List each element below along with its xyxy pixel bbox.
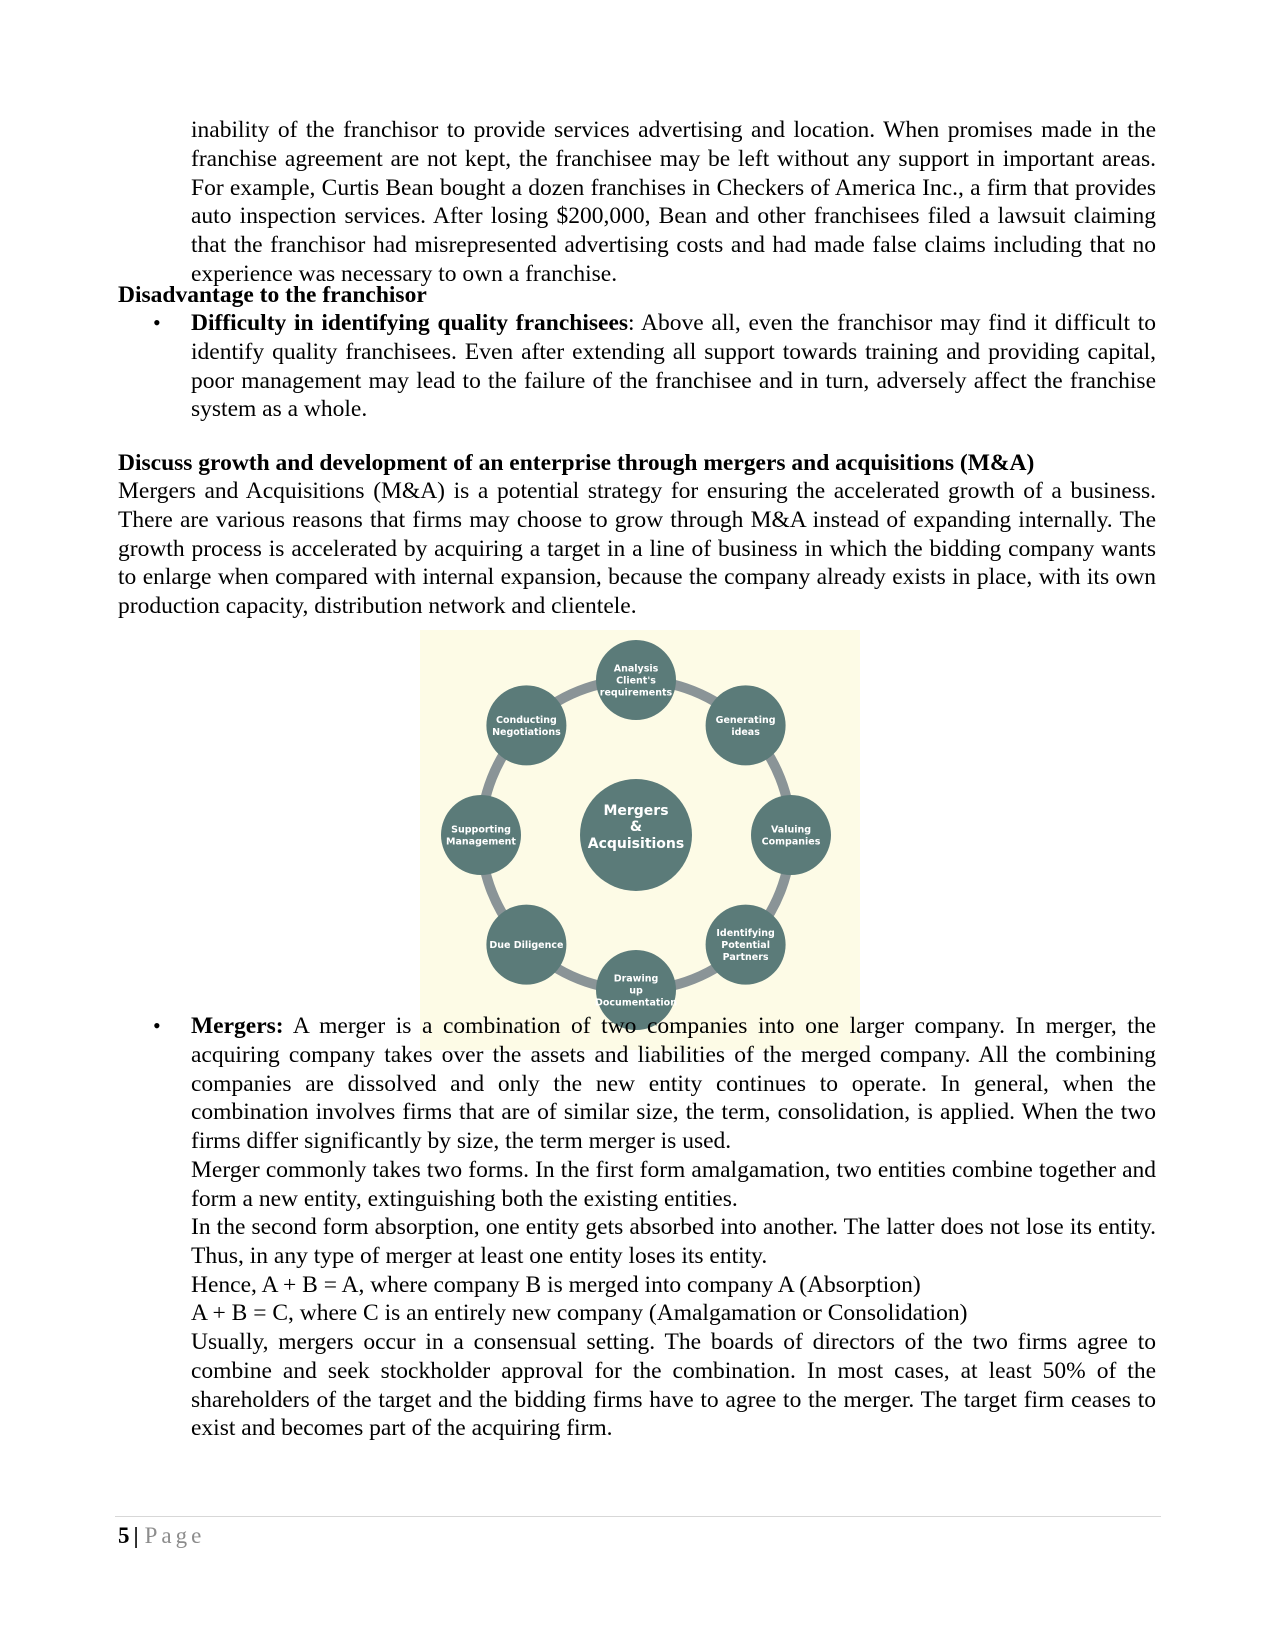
cycle-node-1 [596,640,676,720]
footer-separator: | [133,1523,139,1548]
bullet-text: : Above all, even the franchisor may find it difficult to identify quality franchisees. Even after extending all support towards training and providing capital, poor management may lead to the failure of the franchisee and in turn, adversely affect the franchise system as a whole. [191,310,1156,423]
cycle-node-label: Analysis [613,663,659,675]
footer-divider [115,1516,1161,1517]
center-label-line-1: Mergers [603,803,669,819]
page-footer [118,1522,205,1550]
page-label: Page [144,1523,206,1548]
cycle-node-label: Potential [721,940,770,952]
cycle-node-label: Drawing [613,973,659,985]
bullet-lead: Difficulty in identifying quality franchisees [191,310,629,336]
mergers-formula-amalgamation: A + B = C, where C is an entirely new company (Amalgamation or Consolidation) [191,1300,968,1326]
center-label-line-2: & [629,819,643,835]
ma-cycle-svg [420,630,860,1050]
cycle-node-8 [486,685,566,765]
cycle-node-2 [706,685,786,765]
cycle-node-4 [706,905,786,985]
cycle-node-label: Negotiations [492,726,561,738]
cycle-node-label: requirements [599,687,673,699]
cycle-node-label: Documentation [595,997,677,1009]
mergers-paragraph-4: Usually, mergers occur in a consensual setting. The boards of directors of the two firms agree to combine and seek stockholder approval for the combination. In most cases, at least 50% of the shareholders of the target and the bidding firms have to agree to the merger. The target firm ceases to exist and becomes part of the acquiring firm. [191,1329,1156,1442]
ma-paragraph: Mergers and Acquisitions (M&A) is a potential strategy for ensuring the accelerated growth of a business. There are various reasons that firms may choose to grow through M&A instead of expanding internally. The growth process is accelerated by acquiring a target in a line of business in which the bidding company wants to enlarge when compared with internal expansion, because the company already exists in place, with its own production capacity, distribution network and clientele. [118,478,1156,620]
page-number: 5 [118,1523,130,1548]
cycle-node-label: Generating [715,714,776,726]
intro-paragraph: inability of the franchisor to provide services advertising and location. When promises made in the franchise agreement are not kept, the franchisee may be left without any support in important areas. For example, Curtis Bean bought a dozen franchises in Checkers of America Inc., a firm that provides auto inspection services. After losing $200,000, Bean and other franchisees filed a lawsuit claiming that the franchisor had misrepresented advertising costs and had made false claims including that no experience was necessary to own a franchise. [191,117,1156,287]
cycle-node-label: Supporting [451,824,511,836]
cycle-node-label: Due Diligence [489,940,564,952]
cycle-node-label: Valuing [770,824,812,836]
mergers-formula-absorption: Hence, A + B = A, where company B is merged into company A (Absorption) [191,1272,921,1298]
cycle-node-label: Companies [761,836,821,848]
mergers-paragraph-3: In the second form absorption, one entity gets absorbed into another. The latter does not lose its entity. Thus, in any type of merger at least one entity loses its entity. [191,1214,1156,1269]
bullet-marker: • [153,1013,161,1038]
cycle-node-6 [486,905,566,985]
cycle-node-label: Conducting [495,714,557,726]
cycle-node-7 [441,795,521,875]
section-heading-disadvantage: Disadvantage to the franchisor [118,282,427,308]
mergers-paragraph-1 [191,1012,1156,1156]
cycle-node-3 [751,795,831,875]
center-node [580,779,692,891]
bullet-marker: • [153,310,161,335]
ma-cycle-diagram [420,630,860,1050]
mergers-lead: Mergers: [191,1013,284,1039]
cycle-node-label: ideas [731,726,760,738]
mergers-text-1: A merger is a combination of two companies into one larger company. In merger, the acquiring company takes over the assets and liabilities of the merged company. All the combining companies are dissolved and only the new entity continues to operate. In general, when the combination involves firms that are of similar size, the term, consolidation, is applied. When the two firms differ significantly by size, the term merger is used. [191,1013,1156,1155]
bullet-paragraph-quality-franchisees [191,309,1156,424]
center-circle [580,779,692,891]
mergers-paragraph-2: Merger commonly takes two forms. In the first form amalgamation, two entities combine together and form a new entity, extinguishing both the existing entities. [191,1157,1156,1212]
cycle-node-label: Management [446,836,516,848]
cycle-node-label: up [629,985,643,997]
cycle-node-label: Client's [616,675,656,687]
cycle-node-label: Identifying [716,928,775,940]
cycle-node-label: Partners [722,952,769,964]
section-heading-ma: Discuss growth and development of an enterprise through mergers and acquisitions (M&A) [118,450,1035,476]
center-label-line-3: Acquisitions [587,836,685,852]
